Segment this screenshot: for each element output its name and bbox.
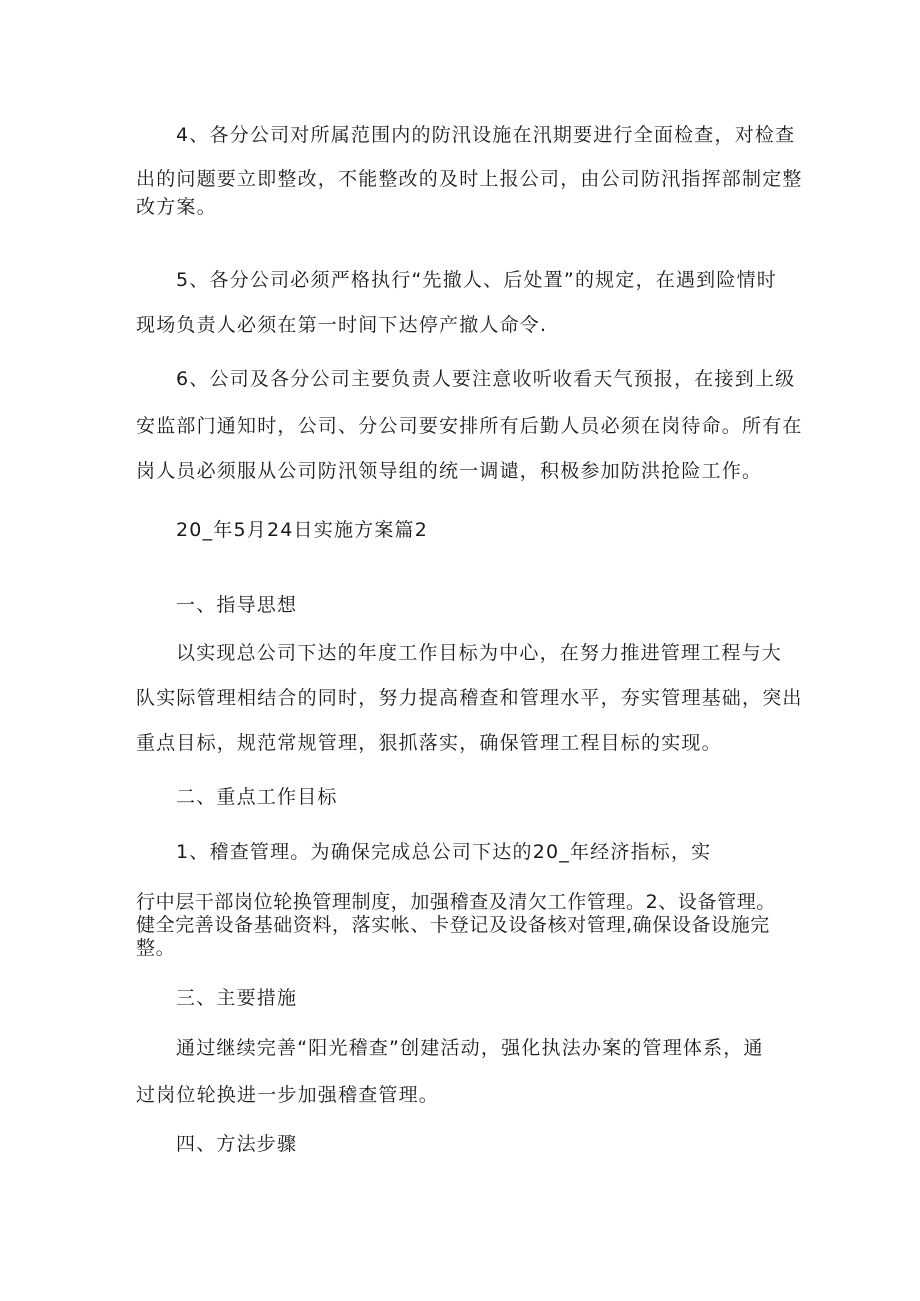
paragraph-4-line-3: 改方案。 — [136, 196, 217, 218]
dense-paragraph-line-3: 整。 — [136, 937, 176, 959]
guide-paragraph-line-3: 重点目标，规范常规管理，狠抓落实，确保管理工程目标的实现。 — [136, 732, 722, 754]
heading-method-steps: 四、方法步骤 — [176, 1133, 298, 1155]
heading-key-goals: 二、重点工作目标 — [176, 786, 338, 808]
paragraph-4-line-2: 出的问题要立即整改，不能整改的及时上报公司，由公司防汛指挥部制定整 — [136, 168, 803, 190]
measure-paragraph-line-1: 通过继续完善“阳光稽查”创建活动，强化执法办案的管理体系，通 — [176, 1037, 764, 1059]
paragraph-6-line-1: 6、公司及各分公司主要负责人要注意收听收看天气预报，在接到上级 — [176, 368, 796, 390]
paragraph-6-line-3: 岗人员必须服从公司防汛领导组的统一调谴，积极参加防洪抢险工作。 — [136, 460, 763, 482]
dense-paragraph-line-2: 健全完善设备基础资料，落实帐、卡登记及设备核对管理,确保设备设施完 — [136, 914, 770, 936]
heading-guiding-thought: 一、指导思想 — [176, 594, 298, 616]
paragraph-5-line-2: 现场负责人必须在第一时间下达停产撤人命令. — [136, 314, 548, 336]
measure-paragraph-line-2: 过岗位轮换进一步加强稽查管理。 — [136, 1084, 440, 1106]
paragraph-4-line-1: 4、各分公司对所属范围内的防汛设施在汛期要进行全面检查，对检查 — [176, 124, 796, 146]
heading-main-measures: 三、主要措施 — [176, 987, 298, 1009]
paragraph-6-line-2: 安监部门通知时，公司、分公司要安排所有后勤人员必须在岗待命。所有在 — [136, 415, 803, 437]
guide-paragraph-line-2: 队实际管理相结合的同时，努力提高稽查和管理水平，夯实管理基础，突出 — [136, 687, 803, 709]
guide-paragraph-line-1: 以实现总公司下达的年度工作目标为中心，在努力推进管理工程与大 — [176, 642, 783, 664]
paragraph-5-line-1: 5、各分公司必须严格执行“先撤人、后处置”的规定，在遇到险情时 — [176, 269, 777, 291]
dense-paragraph-line-1: 行中层干部岗位轮换管理制度，加强稽查及清欠工作管理。2、设备管理。 — [136, 891, 776, 913]
goal-1-line: 1、稽查管理。为确保完成总公司下达的20_年经济指标，实 — [176, 841, 712, 863]
section-title: 20_年5月24日实施方案篇2 — [176, 519, 429, 541]
